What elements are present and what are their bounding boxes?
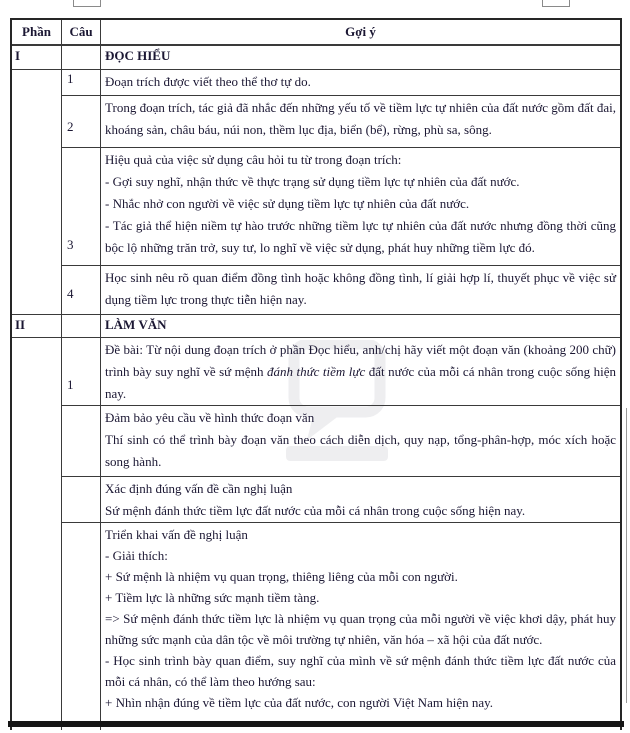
answer-text: - Giải thích: [105,548,168,563]
answer-cell [101,523,620,730]
section-2-body [12,337,620,730]
answer-text: Sứ mệnh đánh thức tiềm lực đất nước của mỗi cá nhân trong cuộc sống hiện nay. [105,503,526,518]
section-2-title: LÀM VĂN [105,317,167,332]
prompt-text: Đề bài: Từ nội dung đoạn trích ở phần Đọc hiểu, anh/chị hãy viết một đoạn văn (khoảng 200 chữ) trình bày suy nghĩ về sứ mệnh [105,342,616,379]
answer-cell [101,338,620,405]
essay-prompt [105,339,616,405]
empty-cell [62,406,101,476]
section-1-title: ĐỌC HIỂU [105,48,171,63]
table-row [62,95,620,147]
top-left-box-fragment [73,0,101,7]
answer-text: - Nhắc nhở con người về việc sử dụng tiềm lực tự nhiên của đất nước. [105,196,470,211]
empty-cell [62,523,101,730]
section-2-numeral: II [12,315,62,337]
answer-text: Hiệu quả của việc sử dụng câu hỏi tu từ trong đoạn trích: [105,152,402,167]
answer-text: Trong đoạn trích, tác giả đã nhắc đến những yếu tố về tiềm lực tự nhiên của đất nước gồm đất đai, khoáng sản, châu báu, núi non, thềm lục địa, biển (bể), rừng, phù sa, sông. [105,100,616,137]
table-crop-line [8,721,624,727]
section-1-header-row [12,45,620,69]
answer-text: Xác định đúng vấn đề cần nghị luận [105,481,293,496]
prompt-italic-phrase: đánh thức tiềm lực [267,364,366,379]
answer-text: Đảm bảo yêu cầu về hình thức đoạn văn [105,410,315,425]
answer-cell [101,96,620,147]
section-1-rows [62,70,620,314]
empty-cell [62,477,101,522]
prompt-text: đất nước của mỗi cá nhân trong cuộc sống hiện nay. [105,364,616,401]
answer-cell [101,148,620,265]
top-right-box-fragment [542,0,570,7]
answer-text: - Tác giả thể hiện niềm tự hào trước những tiềm lực tự nhiên của đất nước nhưng đồng thời cũng bộc lộ những trăn trở, suy tư, lo nghĩ về việc sử dụng, phát huy những tiềm lực đó. [105,218,616,255]
answer-text: Học sinh nêu rõ quan điểm đồng tình hoặc không đồng tình, lí giải hợp lí, thuyết phục về việc sử dụng tiềm lực trong thực tiễn hiện nay. [105,270,616,307]
answer-cell [101,266,620,314]
question-number: 3 [62,148,101,265]
answer-text: Thí sinh có thể trình bày đoạn văn theo cách diễn dịch, quy nạp, tổng-phân-hợp, móc xích hoặc song hành. [105,432,616,469]
section-1-merged-phan-cell [12,70,62,314]
table-row [62,405,620,476]
answer-text: + Nhìn nhận đúng về tiềm lực của đất nước, con người Việt Nam hiện nay. [105,695,494,710]
empty-cell [62,46,101,69]
answer-text: + Tiềm lực là những sức mạnh tiềm tàng. [105,590,320,605]
section-2-header-row [12,314,620,337]
answer-text: - Gợi suy nghĩ, nhận thức về thực trạng sử dụng tiềm lực tự nhiên của đất nước. [105,174,520,189]
section-1-numeral: I [12,46,62,69]
answer-cell [101,406,620,476]
grading-table [10,18,622,730]
column-header-goiy: Gợi ý [345,24,376,39]
section-1-body [12,69,620,314]
answer-text: Triển khai vấn đề nghị luận [105,527,248,542]
question-number: 2 [62,96,101,147]
question-number: 1 [62,338,101,405]
table-row [62,147,620,265]
table-row [62,522,620,730]
table-row [62,70,620,95]
table-row [62,476,620,522]
answer-text: => Sứ mệnh đánh thức tiềm lực là nhiệm vụ quan trọng của mỗi người về việc khơi dậy, phát huy những sức mạnh của dân tộc về môi trường tự nhiên, văn hóa – xã hội của đất nước. [105,611,616,647]
empty-cell [62,315,101,337]
question-number: 1 [62,70,101,95]
section-2-rows [62,338,620,730]
column-header-phan: Phần [12,20,62,44]
page-edge-line [626,408,627,703]
table-row [62,338,620,405]
question-number: 4 [62,266,101,314]
section-2-merged-phan-cell [12,338,62,730]
answer-cell [101,70,620,95]
table-header-row [12,20,620,45]
answer-text: - Học sinh trình bày quan điểm, suy nghĩ của mình về sứ mệnh đánh thức tiềm lực đất nước của mỗi cá nhân, có thể làm theo hướng sau: [105,653,616,689]
answer-text: Đoạn trích được viết theo thể thơ tự do. [105,74,311,89]
table-row [62,265,620,314]
column-header-cau: Câu [62,20,101,44]
answer-cell [101,477,620,522]
answer-text: + Sứ mệnh là nhiệm vụ quan trọng, thiêng liêng của mỗi con người. [105,569,458,584]
